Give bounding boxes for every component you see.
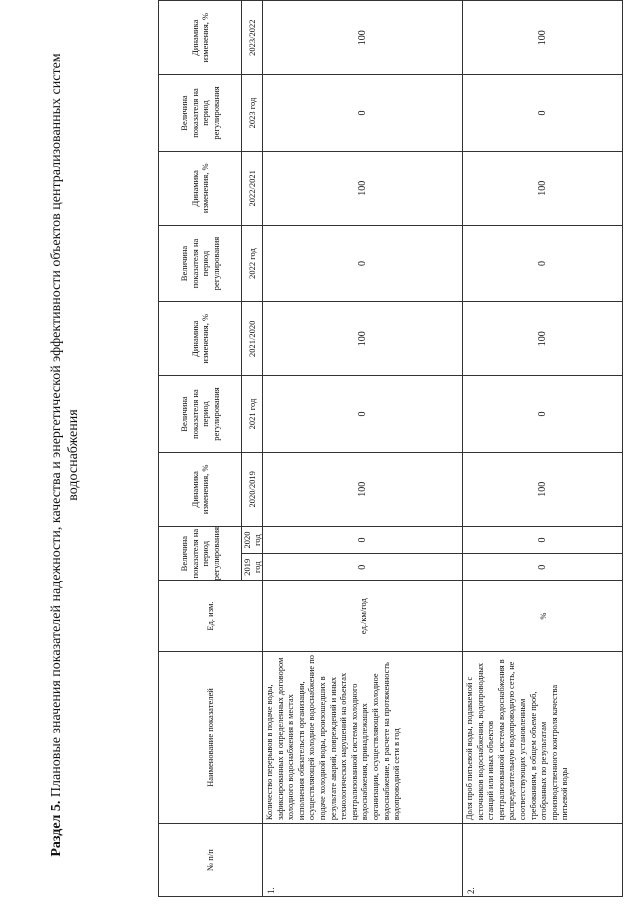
- row-dyn-2020: 100: [263, 452, 463, 526]
- row-value-2023: 0: [463, 75, 623, 151]
- section-title: Плановые значения показателей надежности, качества и энергетической эффективности объектов централизованных систем водоснабжения: [49, 53, 81, 801]
- row-dyn-2022: 100: [263, 151, 463, 225]
- header-value-2022: Величина показателя на период регулирования: [159, 225, 242, 301]
- row-dyn-2021: 100: [463, 302, 623, 376]
- header-value-2023: Величина показателя на период регулирования: [159, 75, 242, 151]
- dyn-2023-2022: 2023/2022: [242, 1, 263, 75]
- header-dynamics-2022: Динамика изменения, %: [159, 151, 242, 225]
- dyn-2021-2020: 2021/2020: [242, 302, 263, 376]
- row-value-2022: 0: [263, 225, 463, 301]
- header-dynamics-2023: Динамика изменения, %: [159, 1, 242, 75]
- row-name: Доля проб питьевой воды, подаваемой с источников водоснабжения, водопроводных станций или иных объектов централизованной системы водоснабжения в распределительную водопроводную сеть, не соответствующих установленным требованиям, в общем объеме проб, отобранных по результатам производственного контроля качества питьевой воды: [463, 651, 623, 823]
- row-dyn-2022: 100: [463, 151, 623, 225]
- row-dyn-2023: 100: [463, 1, 623, 75]
- year-2019: 2019 год: [242, 554, 263, 581]
- header-num: № п/п: [159, 824, 263, 897]
- header-unit: Ед. изм.: [159, 581, 263, 652]
- header-name: Наименование показателей: [159, 651, 263, 823]
- dyn-2020-2019: 2020/2019: [242, 452, 263, 526]
- year-2021: 2021 год: [242, 376, 263, 452]
- indicators-table: [158, 0, 623, 897]
- row-value-2020: 0: [463, 526, 623, 553]
- header-value-2019-2020: Величина показателя на период регулирования: [159, 526, 242, 580]
- header-value-2021: Величина показателя на период регулирования: [159, 376, 242, 452]
- dyn-2022-2021: 2022/2021: [242, 151, 263, 225]
- row-num: 1.: [263, 824, 463, 897]
- row-value-2021: 0: [463, 376, 623, 452]
- row-dyn-2023: 100: [263, 1, 463, 75]
- row-value-2019: 0: [463, 554, 623, 581]
- section-number: Раздел 5.: [49, 800, 64, 857]
- year-2023: 2023 год: [242, 75, 263, 151]
- row-unit: ед./км/год: [263, 581, 463, 652]
- header-dynamics-2020: Динамика изменения, %: [159, 452, 242, 526]
- table-row: [463, 1, 623, 897]
- row-name: Количество перерывов в подаче воды, зафиксированных в определенных договором холодного водоснабжения в местах исполнения обязательств организации, осуществляющей холодное водоснабжение по подаче холодной воды, произошедших в результате аварий, повреждений и иных технологических нарушений на объектах централизованной системы холодного водоснабжения, принадлежащих организации, осуществляющей холодное водоснабжение, в расчете на протяженность водопроводной сети в год: [263, 651, 463, 823]
- row-dyn-2020: 100: [463, 452, 623, 526]
- row-unit: %: [463, 581, 623, 652]
- row-value-2019: 0: [263, 554, 463, 581]
- row-value-2022: 0: [463, 225, 623, 301]
- header-dynamics-2021: Динамика изменения, %: [159, 302, 242, 376]
- table-row: [263, 1, 463, 897]
- row-value-2021: 0: [263, 376, 463, 452]
- year-2022: 2022 год: [242, 225, 263, 301]
- row-num: 2.: [463, 824, 623, 897]
- row-value-2020: 0: [263, 526, 463, 553]
- row-dyn-2021: 100: [263, 302, 463, 376]
- year-2020: 2020 год: [242, 526, 263, 553]
- row-value-2023: 0: [263, 75, 463, 151]
- section-heading: [48, 25, 82, 885]
